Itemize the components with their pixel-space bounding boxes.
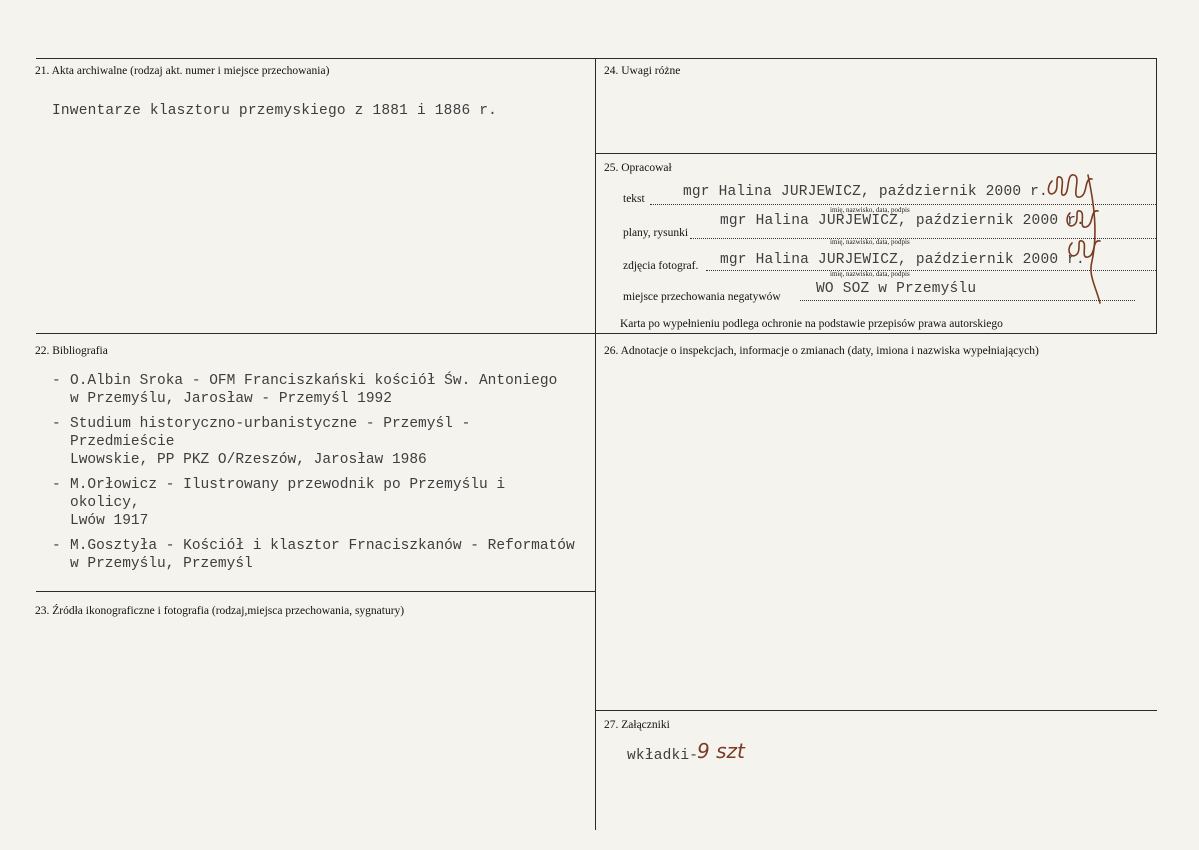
- plany-label: plany, rysunki: [623, 227, 689, 239]
- section-27-label: 27. Załączniki: [604, 719, 670, 731]
- list-item: - Studium historyczno-urbanistyczne - Przemyśl - Przedmieście Lwowskie, PP PKZ O/Rzeszów, Jarosław 1986: [52, 415, 582, 469]
- section-21-content: Inwentarze klasztoru przemyskiego z 1881 i 1886 r.: [52, 103, 498, 119]
- section-21-label: 21. Akta archiwalne (rodzaj akt. numer i miejsce przechowania): [35, 65, 330, 77]
- section-22-label: 22. Bibliografia: [35, 345, 108, 357]
- bibliography-entry: M.Gosztyła - Kościół i klasztor Frnaciszkanów - Reformatów w Przemyślu, Przemyśl: [70, 538, 575, 572]
- handwritten-count: 9 szt: [697, 739, 745, 763]
- list-item: - O.Albin Sroka - OFM Franciszkański kościół Św. Antoniego w Przemyślu, Jarosław - Przemyśl 1992: [52, 373, 558, 407]
- rule-22-23: [36, 591, 596, 592]
- tekst-value: mgr Halina JURJEWICZ, październik 2000 r.: [683, 184, 1048, 200]
- section-25-label: 25. Opracował: [604, 162, 672, 174]
- list-item: - M.Gosztyła - Kościół i klasztor Frnaciszkanów - Reformatów w Przemyślu, Przemyśl: [52, 538, 575, 572]
- zdjecia-caption: imię, nazwisko, data, podpis: [830, 270, 910, 278]
- right-border-top: [1156, 58, 1157, 334]
- top-rule: [36, 58, 1157, 59]
- plany-caption: imię, nazwisko, data, podpis: [830, 238, 910, 246]
- rule-mid: [36, 333, 1157, 334]
- bibliography-entry: O.Albin Sroka - OFM Franciszkański kościół Św. Antoniego w Przemyślu, Jarosław - Przemyśl 1992: [70, 373, 558, 407]
- rule-24-25: [595, 153, 1157, 154]
- list-item: - M.Orłowicz - Ilustrowany przewodnik po Przemyślu i okolicy, Lwów 1917: [52, 476, 582, 530]
- section-24-label: 24. Uwagi różne: [604, 65, 681, 77]
- center-divider: [595, 58, 596, 830]
- rule-26-27: [595, 710, 1157, 711]
- bibliography-entry: Studium historyczno-urbanistyczne - Przemyśl - Przedmieście Lwowskie, PP PKZ O/Rzeszów, Jarosław 1986: [70, 416, 471, 468]
- tekst-label: tekst: [623, 193, 645, 205]
- section-26-label: 26. Adnotacje o inspekcjach, informacje o zmianach (daty, imiona i nazwiska wypełniających): [604, 345, 1039, 357]
- signature-mark: [1040, 163, 1140, 313]
- negatywy-label: miejsce przechowania negatywów: [623, 291, 781, 303]
- section-23-label: 23. Źródła ikonograficzne i fotografia (rodzaj,miejsca przechowania, sygnatury): [35, 605, 405, 617]
- plany-value: mgr Halina JURJEWICZ, październik 2000 r.: [720, 213, 1085, 229]
- section-27-content: wkładki-: [627, 748, 699, 764]
- bibliography-entry: M.Orłowicz - Ilustrowany przewodnik po Przemyślu i okolicy, Lwów 1917: [70, 477, 506, 529]
- zdjecia-label: zdjęcia fotograf.: [623, 260, 699, 272]
- zdjecia-value: mgr Halina JURJEWICZ, październik 2000 r.: [720, 252, 1085, 268]
- copyright-note: Karta po wypełnieniu podlega ochronie na podstawie przepisów prawa autorskiego: [620, 318, 1003, 330]
- tekst-caption: imię, nazwisko, data, podpis: [830, 206, 910, 214]
- bibliography-list: [52, 372, 582, 580]
- negatywy-value: WO SOZ w Przemyślu: [816, 281, 977, 297]
